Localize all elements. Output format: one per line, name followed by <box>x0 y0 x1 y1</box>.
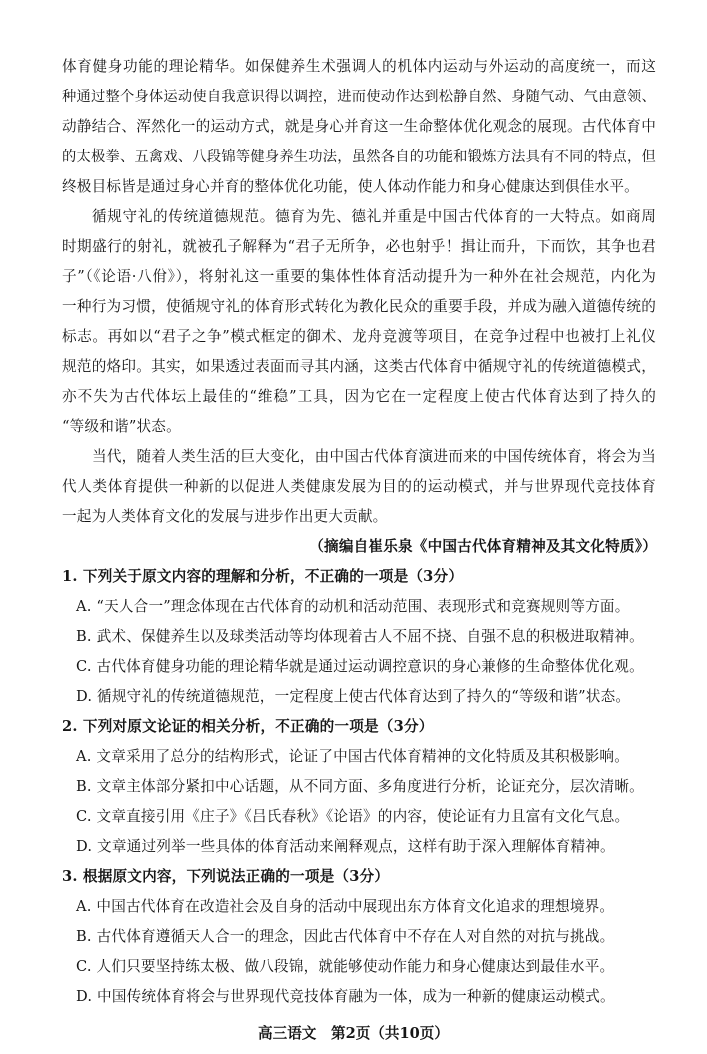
passage-line: 循规守礼的传统道德规范。德育为先、德礼并重是中国古代体育的一大特点。如商周 <box>92 208 656 225</box>
answer-option: D. 文章通过列举一些具体的体育活动来阐释观点，这样有助于深入理解体育精神。 <box>76 838 615 855</box>
passage-line: 代人类体育提供一种新的以促进人类健康发展为目的的运动模式，并与世界现代竞技体育 <box>62 478 656 495</box>
answer-option: A. 中国古代体育在改造社会及自身的活动中展现出东方体育文化追求的理想境界。 <box>76 898 615 915</box>
page-footer: 高三语文 第2页（共10页） <box>258 1025 449 1042</box>
passage-line: 亦不失为古代体坛上最佳的“维稳”工具，因为它在一定程度上使古代体育达到了持久的 <box>62 388 656 405</box>
answer-option: D. 中国传统体育将会与世界现代竞技体育融为一体，成为一种新的健康运动模式。 <box>76 988 615 1005</box>
question-stem: 3. 根据原文内容，下列说法正确的一项是（3分） <box>62 868 390 885</box>
answer-option: B. 武术、保健养生以及球类活动等均体现着古人不屈不挠、自强不息的积极进取精神。 <box>76 628 644 645</box>
question-stem: 2. 下列对原文论证的相关分析，不正确的一项是（3分） <box>62 718 434 735</box>
passage-line: 终极目标皆是通过身心并育的整体优化功能，使人体动作能力和身心健康达到俱佳水平。 <box>62 178 639 195</box>
passage-line: “等级和谐”状态。 <box>62 418 181 435</box>
passage-line: 一种行为习惯，使循规守礼的体育形式转化为教化民众的重要手段，并成为融入道德传统的 <box>62 298 656 315</box>
question-stem: 1. 下列关于原文内容的理解和分析，不正确的一项是（3分） <box>62 568 464 585</box>
passage-source: （摘编自崔乐泉《中国古代体育精神及其文化特质》） <box>309 538 657 555</box>
passage-line: 标志。再如以“君子之争”模式框定的御术、龙舟竞渡等项目，在竞争过程中也被打上礼仪 <box>62 328 656 345</box>
answer-option: D. 循规守礼的传统道德规范，一定程度上使古代体育达到了持久的“等级和谐”状态。 <box>76 688 631 705</box>
passage-line: 的太极拳、五禽戏、八段锦等健身养生功法，虽然各自的功能和锻炼方法具有不同的特点，但 <box>62 149 656 165</box>
answer-option: B. 古代体育遵循天人合一的理念，因此古代体育中不存在人对自然的对抗与挑战。 <box>76 928 615 945</box>
passage-line: 当代，随着人类生活的巨大变化，由中国古代体育演进而来的中国传统体育，将会为当 <box>92 448 656 465</box>
passage-line: 一起为人类体育文化的发展与进步作出更大贡献。 <box>62 508 388 525</box>
answer-option: C. 文章直接引用《庄子》《吕氏春秋》《论语》的内容，使论证有力且富有文化气息。 <box>76 808 630 825</box>
answer-option: C. 人们只要坚持练太极、做八段锦，就能够使动作能力和身心健康达到最佳水平。 <box>76 958 615 975</box>
answer-option: A. “天人合一”理念体现在古代体育的动机和活动范围、表现形式和竞赛规则等方面。 <box>76 598 630 615</box>
passage-line: 规范的烙印。其实，如果透过表面而寻其内涵，这类古代体育中循规守礼的传统道德模式， <box>62 358 656 375</box>
passage-line: 种通过整个身体运动使自我意识得以调控，进而使动作达到松静自然、身随气动、气由意领、 <box>62 89 656 105</box>
passage-line: 体育健身功能的理论精华。如保健养生术强调人的机体内运动与外运动的高度统一，而这 <box>62 58 656 75</box>
passage-line: 子”（《论语·八佾》），将射礼这一重要的集体性体育活动提升为一种外在社会规范，内化为 <box>62 268 656 285</box>
answer-option: A. 文章采用了总分的结构形式，论证了中国古代体育精神的文化特质及其积极影响。 <box>76 748 629 765</box>
passage-line: 动静结合、浑然化一的运动方式，就是身心并育这一生命整体优化观念的展现。古代体育中 <box>62 118 656 135</box>
answer-option: B. 文章主体部分紧扣中心话题，从不同方面、多角度进行分析，论证充分，层次清晰。 <box>76 778 644 795</box>
answer-option: C. 古代体育健身功能的理论精华就是通过运动调控意识的身心兼修的生命整体优化观。 <box>76 658 644 675</box>
passage-line: 时期盛行的射礼，就被孔子解释为“君子无所争，必也射乎！揖让而升，下而饮，其争也君 <box>62 238 656 255</box>
